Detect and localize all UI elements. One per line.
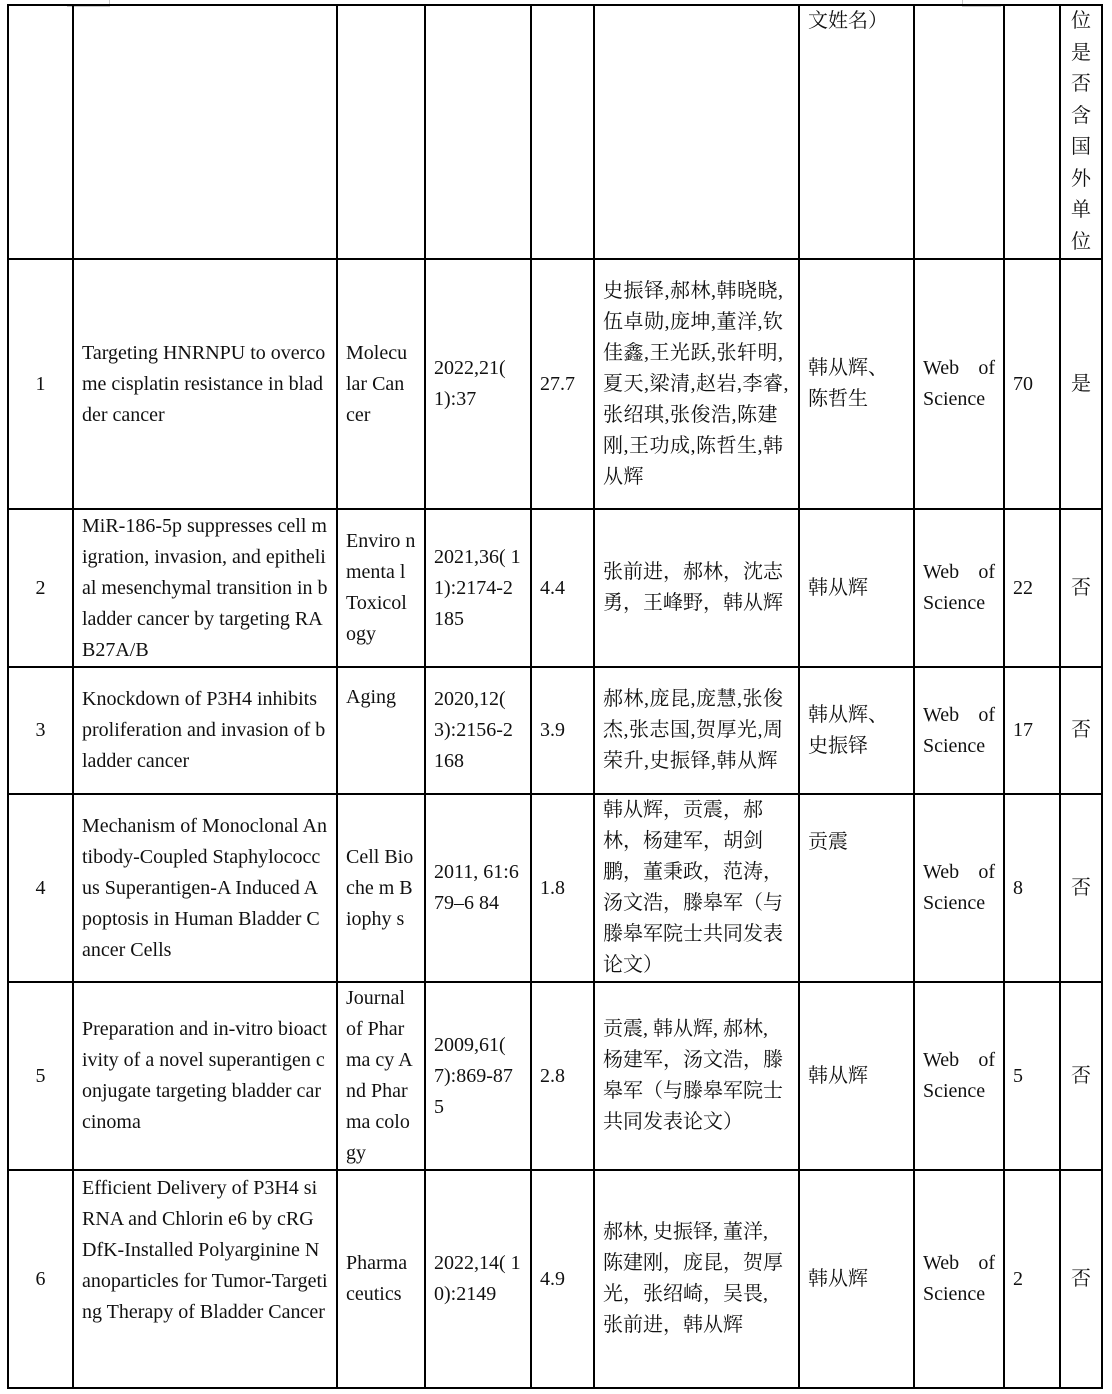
header-cell-corresponding-author <box>799 5 914 259</box>
row-index: 3 <box>8 667 73 794</box>
header-text-foreign-unit <box>1070 6 1092 258</box>
paper-title: MiR-186-5p suppresses cell migration, invasion, and epithelial mesenchymal transition in bladder cancer by targeting RAB27A/B <box>73 509 337 667</box>
table-row <box>8 982 1102 1170</box>
citation-count: 8 <box>1004 794 1060 982</box>
journal-name: Pharma ceutics <box>337 1170 425 1388</box>
database-line: Science <box>923 1283 986 1305</box>
corresponding-author: 韩从辉、陈哲生 <box>799 259 914 509</box>
corresponding-author: 韩从辉 <box>799 1170 914 1388</box>
database-line: Web of <box>923 357 995 379</box>
impact-factor: 27.7 <box>531 259 594 509</box>
foreign-unit-flag: 否 <box>1060 794 1102 982</box>
header-cell-volume <box>425 5 531 259</box>
author-list: 郝林,庞昆,庞慧,张俊杰,张志国,贺厚光,周荣升,史振铎,韩从辉 <box>594 667 799 794</box>
header-row-continuation <box>8 5 1102 259</box>
table-row <box>8 509 1102 667</box>
corresponding-author: 韩从辉 <box>799 509 914 667</box>
header-text-corresponding: 文姓名） <box>808 10 888 32</box>
paper-title: Efficient Delivery of P3H4 siRNA and Chlorin e6 by cRGDfK-Installed Polyarginine Nanoparticles for Tumor-Targeting Therapy of Bladder Cancer <box>73 1170 337 1388</box>
row-index: 6 <box>8 1170 73 1388</box>
database-line: Web of <box>923 1252 995 1274</box>
corresponding-author: 贡震 <box>799 794 914 982</box>
header-cell-database <box>914 5 1004 259</box>
author-list: 韩从辉，贡震，郝林，杨建军，胡剑鹏，董秉政，范涛，汤文浩，滕皋军（与滕皋军院士共同发表论文） <box>594 794 799 982</box>
table-row <box>8 667 1102 794</box>
citation-count: 5 <box>1004 982 1060 1170</box>
header-cell-impact-factor <box>531 5 594 259</box>
indexing-database <box>914 794 1004 982</box>
table-row <box>8 1170 1102 1388</box>
impact-factor: 4.9 <box>531 1170 594 1388</box>
paper-title: Preparation and in-vitro bioactivity of a novel superantigen conjugate targeting bladder carcinoma <box>73 982 337 1170</box>
database-line: Web of <box>923 1049 995 1071</box>
impact-factor: 4.4 <box>531 509 594 667</box>
header-char: 位 <box>1071 10 1091 32</box>
foreign-unit-flag: 否 <box>1060 509 1102 667</box>
header-cell-authors <box>594 5 799 259</box>
journal-name: Molecu lar Can cer <box>337 259 425 509</box>
database-line: Science <box>923 734 986 757</box>
impact-factor: 1.8 <box>531 794 594 982</box>
header-char: 位 <box>1071 230 1091 253</box>
row-index: 1 <box>8 259 73 509</box>
database-line: Web of <box>923 561 995 583</box>
header-cell-journal <box>337 5 425 259</box>
row-index: 4 <box>8 794 73 982</box>
corresponding-author: 韩从辉 <box>799 982 914 1170</box>
impact-factor: 2.8 <box>531 982 594 1170</box>
citation-count: 22 <box>1004 509 1060 667</box>
header-char: 国 <box>1071 136 1091 158</box>
volume-pages: 2009,61( 7):869-87 5 <box>425 982 531 1170</box>
database-line: Science <box>923 592 986 614</box>
header-char: 含 <box>1071 104 1091 127</box>
citation-count: 2 <box>1004 1170 1060 1388</box>
author-list: 贡震, 韩从辉, 郝林, 杨建军，汤文浩，滕皋军（与滕皋军院士共同发表论文） <box>594 982 799 1170</box>
database-line: Science <box>923 388 986 410</box>
volume-pages: 2021,36( 11):2174-2185 <box>425 509 531 667</box>
indexing-database <box>914 259 1004 509</box>
indexing-database <box>914 982 1004 1170</box>
author-list: 郝林, 史振铎, 董洋, 陈建刚，庞昆，贺厚光，张绍崎，吴畏, 张前进，韩从辉 <box>594 1170 799 1388</box>
database-line: Science <box>923 1080 986 1102</box>
journal-name: Cell Bioche m Biophy s <box>337 794 425 982</box>
database-line: Web of <box>923 861 995 883</box>
corresponding-author: 韩从辉、史振铎 <box>799 667 914 794</box>
header-char: 单 <box>1071 199 1091 221</box>
indexing-database <box>914 667 1004 794</box>
table-row <box>8 259 1102 509</box>
citation-count: 17 <box>1004 667 1060 794</box>
volume-pages: 2011, 61:679–6 84 <box>425 794 531 982</box>
journal-name: Journal of Pharma cy And Pharma cology <box>337 982 425 1170</box>
header-cell-foreign-unit <box>1060 5 1102 259</box>
impact-factor: 3.9 <box>531 667 594 794</box>
header-char: 是 <box>1071 41 1091 64</box>
table-row <box>8 794 1102 982</box>
foreign-unit-flag: 否 <box>1060 667 1102 794</box>
header-cell-citations <box>1004 5 1060 259</box>
header-char: 外 <box>1071 167 1091 190</box>
journal-name: Enviro nmenta l Toxicol ogy <box>337 509 425 667</box>
publication-table <box>7 4 1103 1389</box>
row-index: 5 <box>8 982 73 1170</box>
volume-pages: 2022,21( 1):37 <box>425 259 531 509</box>
paper-title: Knockdown of P3H4 inhibits proliferation and invasion of bladder cancer <box>73 667 337 794</box>
foreign-unit-flag: 是 <box>1060 259 1102 509</box>
author-list: 史振铎,郝林,韩晓晓,伍卓勋,庞坤,董洋,钦佳鑫,王光跃,张轩明,夏天,梁清,赵岩,李睿,张绍琪,张俊浩,陈建刚,王功成,陈哲生,韩从辉 <box>594 259 799 509</box>
author-list: 张前进，郝林，沈志勇，王峰野，韩从辉 <box>594 509 799 667</box>
indexing-database <box>914 1170 1004 1388</box>
paper-title: Mechanism of Monoclonal Antibody-Coupled Staphylococcus Superantigen-A Induced Apoptosis in Human Bladder Cancer Cells <box>73 794 337 982</box>
header-cell-index <box>8 5 73 259</box>
database-line: Science <box>923 892 986 914</box>
header-char: 否 <box>1071 73 1091 95</box>
header-cell-title <box>73 5 337 259</box>
indexing-database <box>914 509 1004 667</box>
citation-count: 70 <box>1004 259 1060 509</box>
volume-pages: 2020,12( 3):2156-2 168 <box>425 667 531 794</box>
paper-title: Targeting HNRNPU to overcome cisplatin resistance in bladder cancer <box>73 259 337 509</box>
foreign-unit-flag: 否 <box>1060 982 1102 1170</box>
foreign-unit-flag: 否 <box>1060 1170 1102 1388</box>
volume-pages: 2022,14( 10):2149 <box>425 1170 531 1388</box>
journal-name: Aging <box>337 667 425 794</box>
database-line: Web of <box>923 703 995 726</box>
row-index: 2 <box>8 509 73 667</box>
